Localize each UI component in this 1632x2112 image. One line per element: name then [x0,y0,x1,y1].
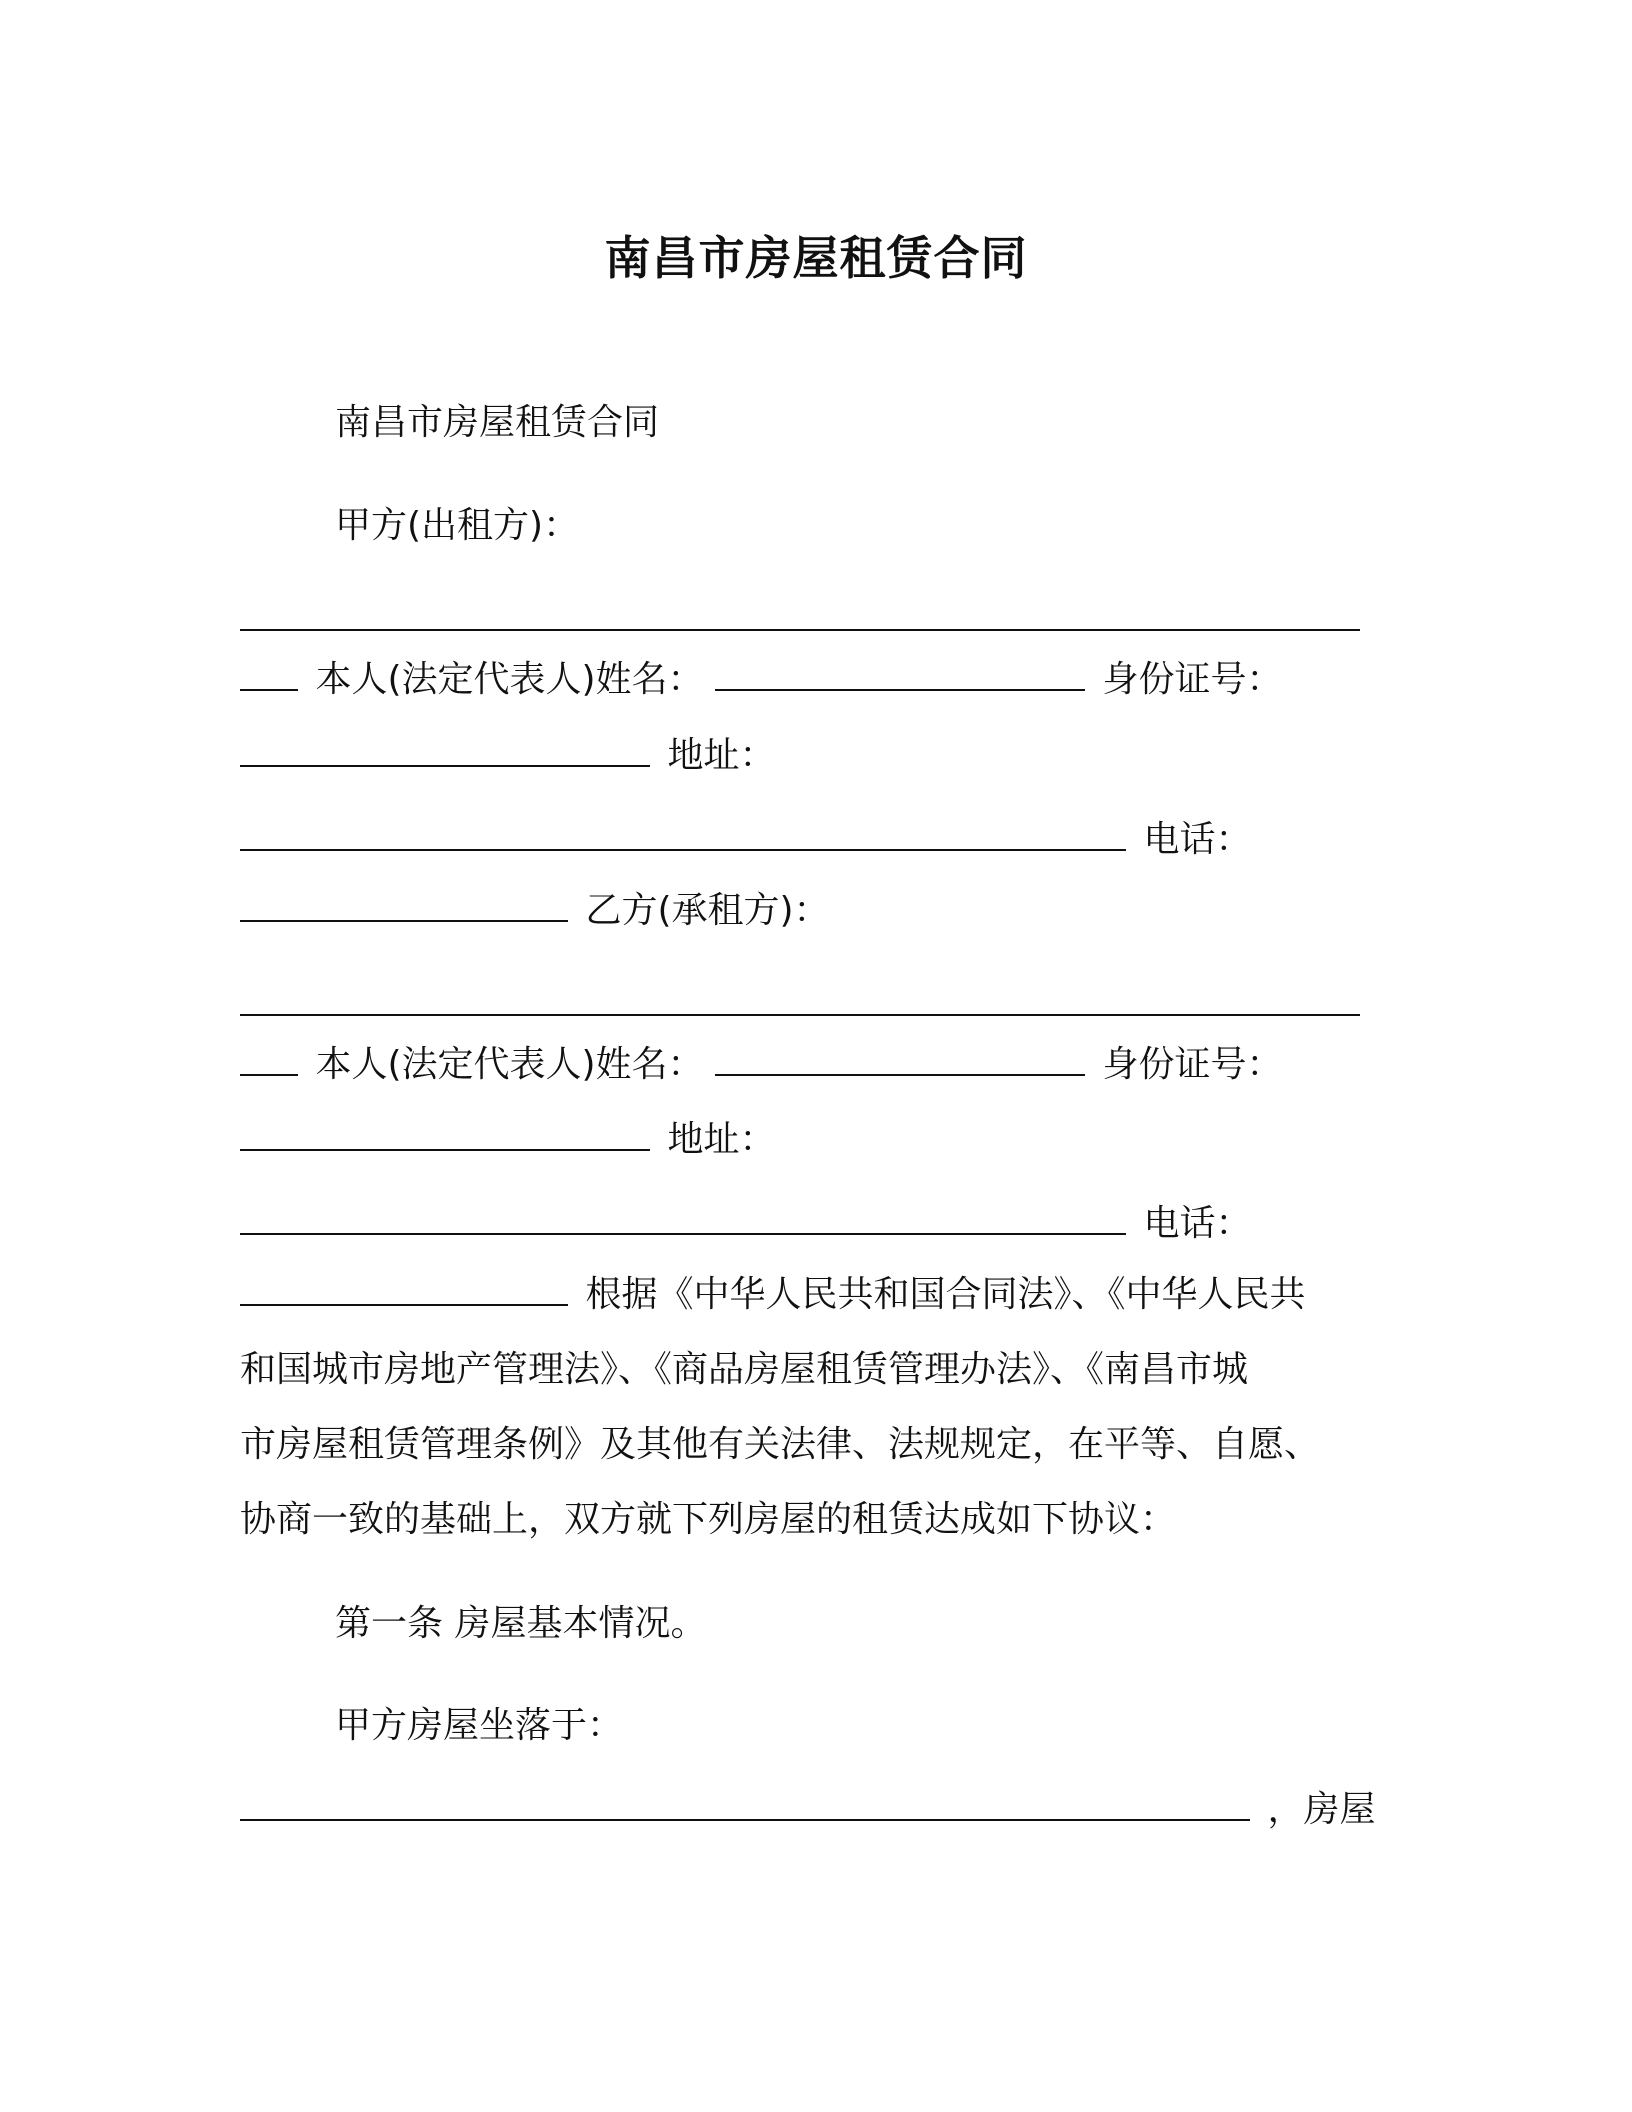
preamble-line-4: 协商一致的基础上，双方就下列房屋的租赁达成如下协议： [240,1499,1177,1540]
party-a-address-label: 地址： [667,735,776,776]
party-b-blank-continuation[interactable] [240,1040,298,1076]
document-title: 南昌市房屋租赁合同 [604,231,1028,285]
party-b-name-blank[interactable] [240,980,1360,1016]
party-b-heading-row [240,883,830,939]
article-1-heading: 第一条 房屋基本情况。 [335,1603,707,1644]
party-a-phone-field[interactable] [240,886,568,922]
party-a-id-field[interactable] [240,731,650,767]
preamble-line-1: 根据《中华人民共和国合同法》、《中华人民共 [585,1274,1306,1315]
party-a-rep-name-field[interactable] [715,655,1085,691]
location-field[interactable] [240,1785,1250,1821]
party-b-name-row [240,1037,1282,1093]
location-row [240,1782,1375,1838]
party-b-id-label: 身份证号： [1102,1044,1283,1085]
party-a-phone-label: 电话： [1143,819,1252,860]
party-b-blank-row [240,977,1366,1033]
location-label: 甲方房屋坐落于： [335,1705,624,1746]
party-a-id-label: 身份证号： [1102,659,1283,700]
party-a-name-row [240,652,1282,708]
party-a-blank-continuation[interactable] [240,655,298,691]
preamble-line-1-row [240,1267,1305,1323]
party-a-heading: 甲方(出租方)： [335,505,580,546]
party-b-address-label: 地址： [667,1119,776,1160]
party-a-rep-name-label: 本人(法定代表人)姓名： [315,659,704,700]
party-a-name-blank[interactable] [240,595,1360,631]
preamble-line-2: 和国城市房地产管理法》、《商品房屋租赁管理办法》、《南昌市城 [240,1349,1249,1390]
contract-subtitle: 南昌市房屋租赁合同 [335,402,660,443]
party-b-id-field[interactable] [240,1115,650,1151]
party-b-heading: 乙方(承租方)： [585,890,830,931]
party-b-address-row [240,1112,775,1168]
party-a-blank-row [240,592,1366,648]
party-a-phone-row [240,812,1251,868]
location-tail: ，房屋 [1267,1789,1376,1830]
party-a-address-row [240,728,775,784]
preamble-line-3: 市房屋租赁管理条例》及其他有关法律、法规规定，在平等、自愿、 [240,1424,1321,1465]
party-b-phone-row [240,1196,1251,1252]
party-a-address-field[interactable] [240,815,1126,851]
party-b-address-field[interactable] [240,1199,1126,1235]
party-b-rep-name-field[interactable] [715,1040,1085,1076]
party-b-phone-label: 电话： [1143,1203,1252,1244]
party-b-rep-name-label: 本人(法定代表人)姓名： [315,1044,704,1085]
party-b-phone-field[interactable] [240,1270,568,1306]
